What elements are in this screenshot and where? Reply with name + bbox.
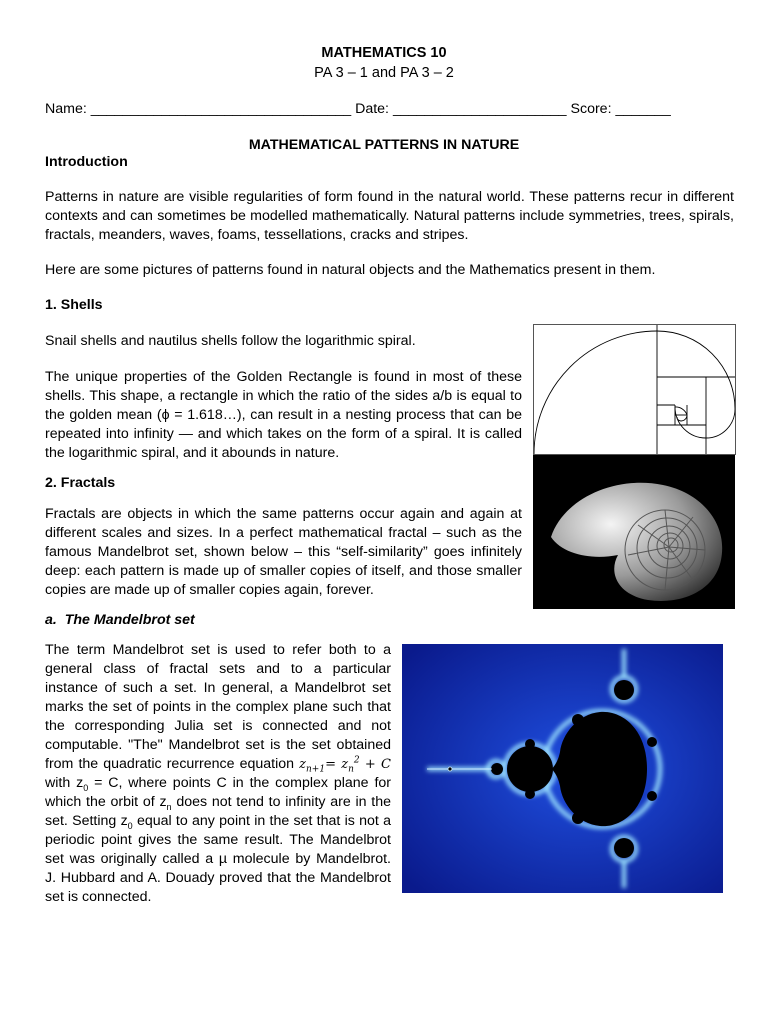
date-field[interactable]: ______________________: [392, 101, 567, 117]
intro-paragraph: Patterns in nature are visible regularities of form found in the natural world. These patterns recur in different contexts and can sometimes be modelled mathematically. Natural patterns include symmetries, trees, spirals, fractals, meanders, waves, foams, tessellations, cracks and stripes.: [45, 189, 734, 243]
name-field[interactable]: _________________________________: [90, 101, 352, 117]
shells-paragraph-1: Snail shells and nautilus shells follow the logarithmic spiral.: [45, 333, 416, 349]
form-line: [45, 100, 735, 119]
subsection-heading-mandelbrot: a. The Mandelbrot set: [45, 612, 195, 628]
date-label: Date:: [355, 101, 390, 117]
page-title: MATHEMATICAL PATTERNS IN NATURE: [248, 137, 520, 153]
section-heading-shells: 1. Shells: [45, 297, 103, 313]
golden-spiral-figure: [533, 324, 736, 455]
score-label: Score:: [570, 101, 612, 117]
nautilus-shell-photo: [533, 455, 735, 609]
intro-paragraph-2: Here are some pictures of patterns found in natural objects and the Mathematics present in them.: [45, 262, 656, 278]
mandelbrot-text-a: The term Mandelbrot set is used to refer both to a general class of fractal sets and to a particular instance of such a set. In general, a Mandelbrot set marks the set of points in the complex plane such that the corresponding Julia set is connected and not computable. "The" Mandelbrot set is the set obtained from the quadratic recurrence equation: [45, 642, 391, 772]
mandelbrot-paragraph: The term Mandelbrot set is used to refer both to a general class of fractal sets and to a particular instance of such a set. In general, a Mandelbrot set marks the set of points in the complex plane such that the corresponding Julia set is connected and not computable. "The" Mandelbrot set is the set obtained from the quadratic recurrence equation $z_{n+1}= z_n^2 + C$ with $z_0 = C$, where points C in the complex plane for which the orbit of $z_n$ does not tend to infinity are in the set. Setting $z_0$ equal to any point in the set that is not a periodic point gives the same result. The Mandelbrot set was originally called a µ molecule by Mandelbrot. J. Hubbard and A. Douady proved that the Mandelbrot set is connected.: [45, 642, 392, 905]
section-heading-introduction: Introduction: [45, 154, 128, 170]
shells-paragraph-2: The unique properties of the Golden Rectangle is found in most of these shells. This shape, a rectangle in which the ratio of the sides a/b is equal to the golden mean (ϕ = 1.618…), can result in a nesting process that can be repeated into infinity — and which takes on the form of a spiral. It is called the logarithmic spiral, and it abounds in nature.: [45, 369, 522, 461]
score-field[interactable]: _______: [615, 101, 671, 117]
fractals-paragraph: Fractals are objects in which the same patterns occur again and again at different scales and sizes. In a perfect mathematical fractal – such as the famous Mandelbrot set, shown below – this “self-similarity” goes infinitely deep: each pattern is made up of smaller copies of itself, and those smaller copies are made up of smaller copies again, forever.: [45, 506, 522, 598]
subject-title: MATHEMATICS 10: [321, 45, 447, 61]
name-label: Name:: [45, 101, 87, 117]
module-code: PA 3 – 1 and PA 3 – 2: [314, 65, 454, 81]
golden-rectangle-spiral-icon: [534, 325, 735, 454]
mandelbrot-set-fractal: [402, 644, 723, 893]
recurrence-equation: $z_{n+1}= z_n^2 + C$: [299, 755, 392, 775]
section-heading-fractals: 2. Fractals: [45, 475, 116, 491]
